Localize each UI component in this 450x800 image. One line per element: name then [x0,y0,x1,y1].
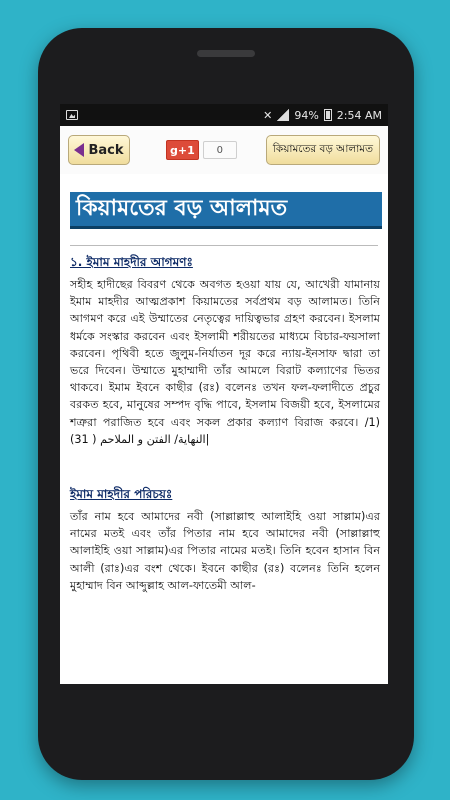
gplus-widget [166,140,237,160]
divider [70,245,378,246]
status-left [66,110,78,120]
battery-percent: 94% [294,108,319,122]
section1-text: সহীহ হাদীছের বিবরণ থেকে অবগত হওয়া যায় যে, আখেরী যামানায় ইমাম মাহদীর আত্মপ্রকাশ কিয়ামতের সর্বপ্রথম বড় আলামত। তিনি আগমণ করে এই উম্মাতের নেতৃত্বের দায়িত্বভার গ্রহণ করবেন। ইসলাম ধর্মকে সংস্কার করবেন এবং ইসলামী শরীয়তের মাধ্যমে বিচার-ফয়সালা করবেন। পৃথিবী হতে জুলুম-নির্যাতন দূর করে ন্যায়-ইনসাফ দ্বারা তা ভরে দিবেন। উম্মাতে মুহাম্মাদী তাঁর আমলে বিরাট কল্যাণের ভিতর থাকবে। ইমাম ইবনে কাছীর (রঃ) বলেনঃ তখন ফল-ফলাদীতে প্রচুর বরকত হবে, মানুষের সম্পদ বৃদ্ধি পাবে, ইসলাম বিজয়ী হবে, ইসলামের শত্রুরা পরাজিত হবে এবং সকল প্রকার কল্যাণ বিরাজ করবে। /1) النهاية/ الفتن و الملاحم ( 31)| [70,278,380,446]
app-screen [60,104,388,684]
gplus-count: 0 [203,141,237,159]
clock: 2:54 AM [336,108,382,122]
section2-text: তাঁর নাম হবে আমাদের নবী (সাল্লাল্লাহু আলাইহি ওয়া সাল্লাম)এর নামের মতই এবং তাঁর পিতার নাম হবে আমাদের নবী (সাল্লাল্লাহু আলাইহি ওয়া সাল্লাম)এর পিতার নামের মতই। তিনি হবেন হাসান বিন আলী (রাঃ)এর বংশ থেকে। ইবনে কাছীর (রঃ) বলেনঃ তিনি হলেন মুহাম্মাদ বিন আব্দুল্লাহ আল-ফাতেমী আল- [70,510,380,592]
gplus-button[interactable]: g+1 [166,140,199,160]
section-spacer [70,448,380,486]
article-content [60,254,388,594]
section1-heading: ১. ইমাম মাহদীর আগমণঃ [70,255,193,269]
app-toolbar [60,126,388,174]
status-right [263,109,382,122]
back-label: Back [88,142,124,158]
image-notification-icon [66,110,78,120]
mute-icon: ✕ [263,108,273,122]
back-button[interactable] [68,135,130,165]
section2-heading: ইমাম মাহদীর পরিচয়ঃ [70,487,173,502]
status-bar [60,104,388,126]
topic-title-button[interactable]: কিয়ামতের বড় আলামত [266,135,380,165]
back-arrow-icon [74,143,84,157]
phone-speaker [197,50,255,57]
page-title: কিয়ামতের বড় আলামত [70,192,382,229]
battery-icon [324,109,332,121]
signal-icon [277,109,289,121]
